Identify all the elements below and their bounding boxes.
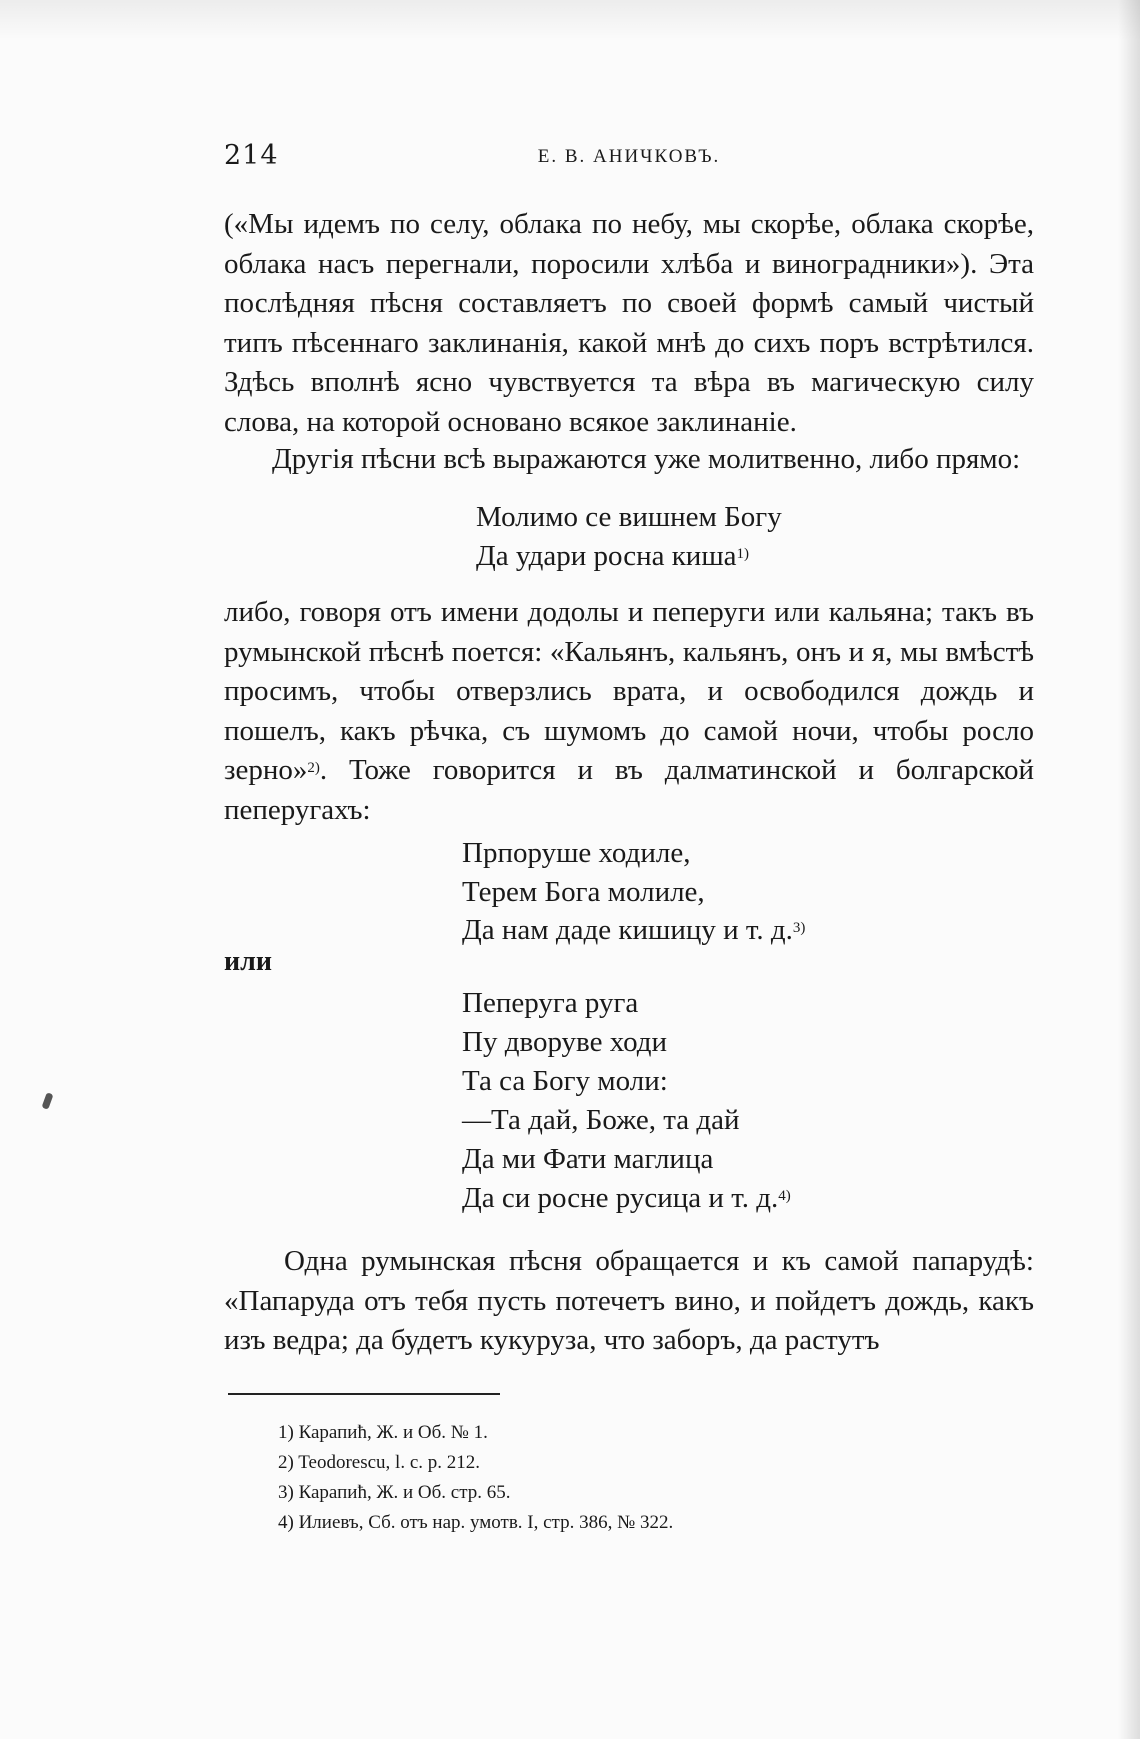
paragraph-3-body: либо, говоря отъ имени додолы и пеперуги или кальяна; такъ въ румынской пѣснѣ поется: «Кальянъ, кальянъ, онъ и я, мы вмѣстѣ просимъ, чтобы отверзлись врата, и освободился дождь и пошелъ, какъ рѣчка, съ шумомъ до самой ночи, чтобы росло зерно» xyxy=(224,596,1034,786)
scan-edge-shadow xyxy=(1118,0,1140,1739)
footnote-ref-4: 4) xyxy=(778,1188,791,1204)
verse-3-line-2: Пу дворуве ходи xyxy=(462,1026,668,1058)
paragraph-3-tail: . Тоже говорится и въ далматинской и болгарской пеперугахъ: xyxy=(224,754,1034,826)
verse-3-line-4: —Та дай, Боже, та дай xyxy=(462,1104,740,1136)
footnote-1: 1) Карапиħ, Ж. и Об. № 1. xyxy=(278,1422,488,1443)
verse-1-line-2 xyxy=(476,537,782,576)
paragraph-1 xyxy=(224,205,1034,442)
scan-top-shadow xyxy=(0,0,1140,40)
verse-3-line-6-text: Да си росне русица и т. д. xyxy=(462,1182,779,1214)
page-number: 214 xyxy=(224,140,279,171)
footnote-4: 4) Илиевъ, Сб. отъ нар. умотв. I, стр. 386, № 322. xyxy=(278,1512,674,1533)
footnote-rule xyxy=(228,1393,500,1395)
running-title: Е. В. АНИЧКОВЪ. xyxy=(537,146,721,167)
paragraph-3-text xyxy=(224,593,1034,830)
verse-2-line-3-text: Да нам даде кишицу и т. д. xyxy=(462,914,793,946)
conjunction-ili: или xyxy=(224,946,272,977)
footnote-ref-1: 1) xyxy=(736,545,750,562)
footnote-ref-3: 3) xyxy=(792,920,806,936)
verse-1-line-1: Молимо се вишнем Богу xyxy=(476,501,782,533)
verse-2-line-2: Терем Бога молиле, xyxy=(462,875,705,908)
paragraph-4-text: Одна румынская пѣсня обращается и къ самой папарудѣ: «Папаруда отъ тебя пусть потечетъ вино, и пойдетъ дождь, какъ изъ ведра; да будетъ кукуруза, что заборъ, да растутъ xyxy=(224,1245,1034,1356)
verse-1 xyxy=(476,498,782,575)
verse-3-line-5: Да ми Фати маглица xyxy=(462,1143,714,1175)
paragraph-3 xyxy=(224,593,1034,830)
ink-speck xyxy=(41,1092,53,1109)
verse-3-line-3: Та са Богу моли: xyxy=(462,1065,668,1097)
paragraph-1-text: («Мы идемъ по селу, облака по небу, мы скорѣе, облака скорѣе, облака насъ перегнали, поросили хлѣба и виноградники»). Эта послѣдняя пѣсня составляетъ по своей формѣ самый чистый типъ пѣсеннаго заклинанія, какой мнѣ до сихъ поръ встрѣтился. Здѣсь вполнѣ ясно чувствуется та вѣра въ магическую силу слова, на которой основано всякое заклинаніе. xyxy=(224,208,1034,438)
verse-2-line-3 xyxy=(462,911,805,950)
footnote-3: 3) Карапиħ, Ж. и Об. стр. 65. xyxy=(278,1482,511,1503)
footnotes xyxy=(278,1418,673,1538)
verse-3 xyxy=(462,984,791,1218)
verse-1-line-2-text: Да удари росна киша xyxy=(476,539,737,572)
verse-2 xyxy=(462,834,805,950)
verse-2-line-1: Прпоруше ходиле, xyxy=(462,837,691,869)
verse-3-line-6 xyxy=(462,1179,791,1218)
paragraph-2-text: Другія пѣсни всѣ выражаются уже молитвенно, либо прямо: xyxy=(272,443,1021,475)
page-header xyxy=(224,140,1034,180)
footnote-2: 2) Teodorescu, l. c. p. 212. xyxy=(278,1452,480,1473)
paragraph-4 xyxy=(224,1242,1034,1361)
footnote-ref-2: 2) xyxy=(307,760,320,776)
verse-3-line-1: Пеперуга руга xyxy=(462,987,639,1019)
paragraph-2 xyxy=(224,440,1034,480)
